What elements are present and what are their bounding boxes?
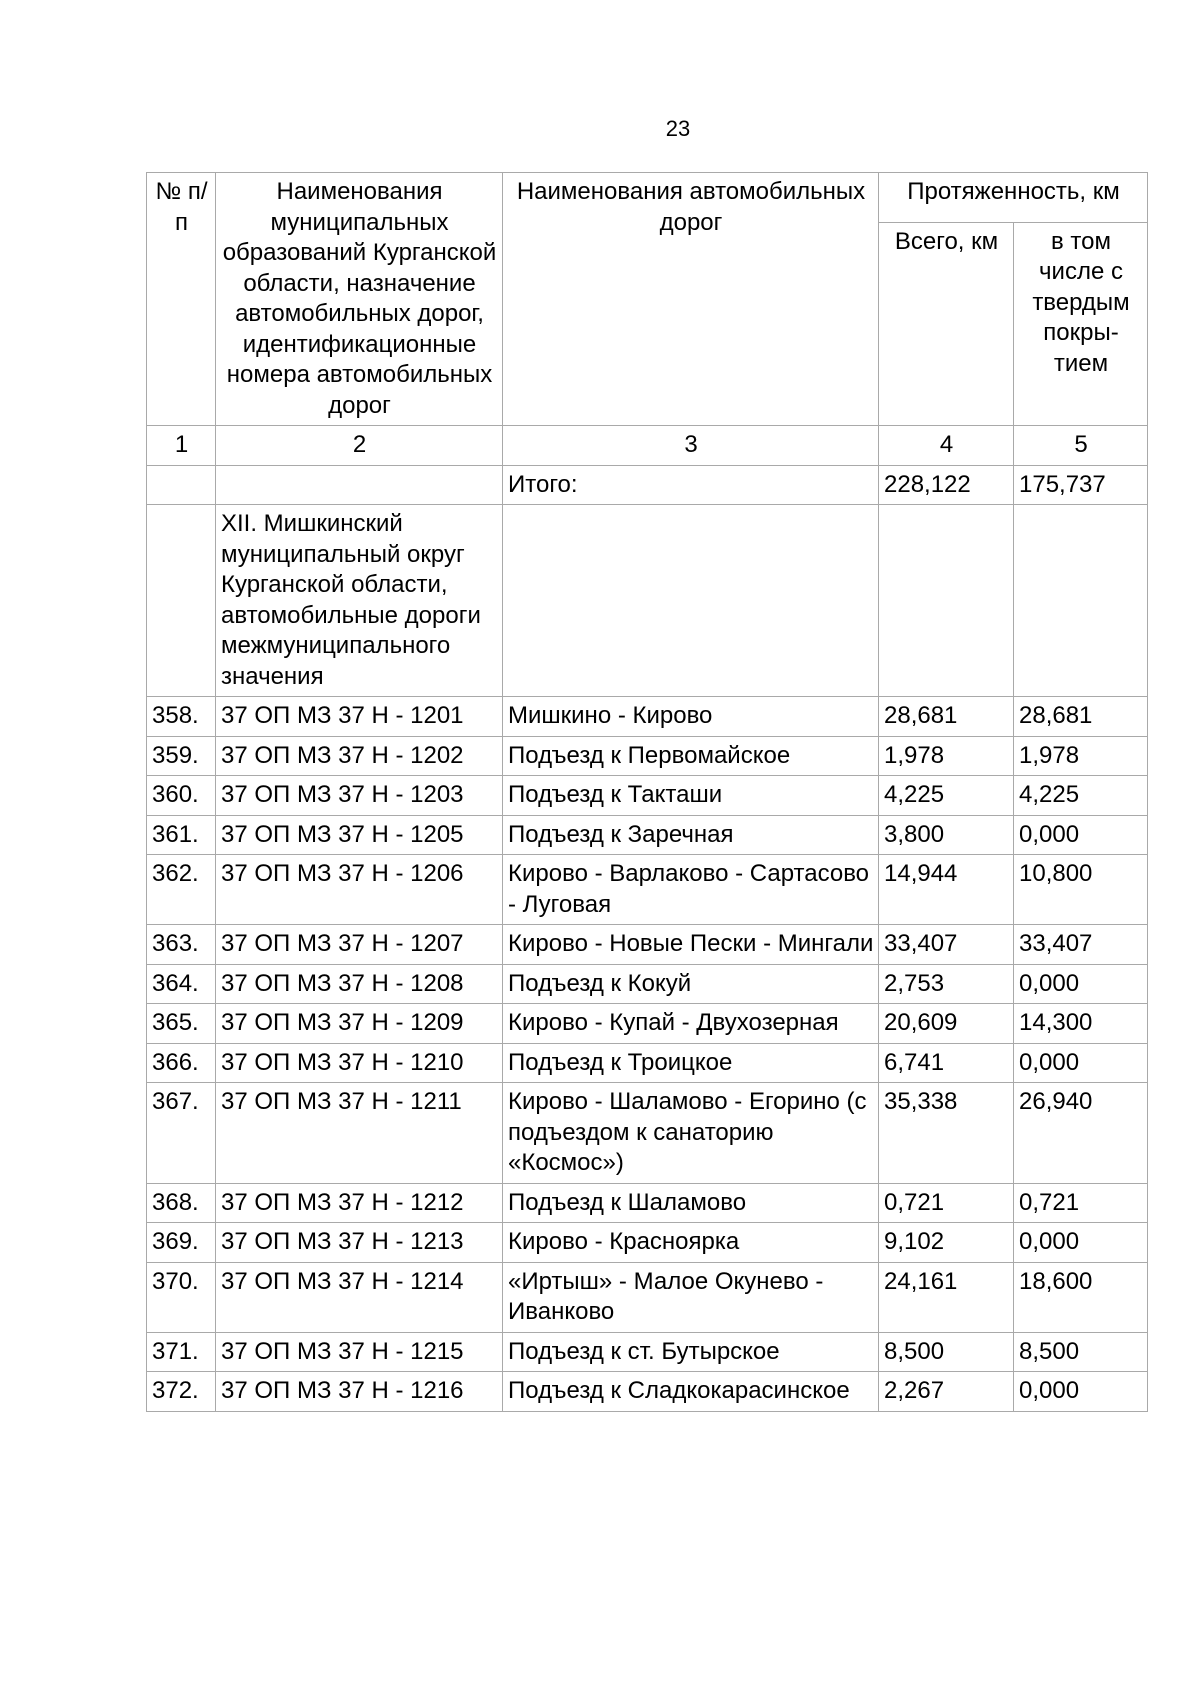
header-row xyxy=(147,173,1148,223)
row-number: 366. xyxy=(147,1043,216,1083)
total-length: 35,338 xyxy=(879,1083,1014,1184)
road-id: 37 ОП МЗ 37 Н - 1213 xyxy=(216,1223,503,1263)
table-row xyxy=(147,776,1148,816)
road-name: Кирово - Варлаково - Сартасово - Луговая xyxy=(503,855,879,925)
table-row xyxy=(147,815,1148,855)
road-id: 37 ОП МЗ 37 Н - 1214 xyxy=(216,1262,503,1332)
road-name: Подъезд к Троицкое xyxy=(503,1043,879,1083)
column-number: 5 xyxy=(1014,426,1148,466)
total-paved-length: 175,737 xyxy=(1014,465,1148,505)
paved-length: 1,978 xyxy=(1014,736,1148,776)
total-length: 14,944 xyxy=(879,855,1014,925)
column-numbers-row xyxy=(147,426,1148,466)
total-length: 20,609 xyxy=(879,1004,1014,1044)
roads-table-body xyxy=(147,173,1148,1412)
section-empty-cell xyxy=(879,505,1014,697)
header-municipality: Наименования муниципальных образований Курганской области, назначение автомобильных дорог, идентификационные номера автомобильных дорог xyxy=(216,173,503,426)
table-row xyxy=(147,1223,1148,1263)
table-row xyxy=(147,1262,1148,1332)
section-empty-cell xyxy=(147,505,216,697)
road-id: 37 ОП МЗ 37 Н - 1212 xyxy=(216,1183,503,1223)
table-row xyxy=(147,1332,1148,1372)
section-empty-cell xyxy=(503,505,879,697)
row-number: 358. xyxy=(147,697,216,737)
section-row xyxy=(147,505,1148,697)
paved-length: 0,721 xyxy=(1014,1183,1148,1223)
road-name: Кирово - Шаламово - Егорино (с подъездом к санаторию «Космос») xyxy=(503,1083,879,1184)
paved-length: 14,300 xyxy=(1014,1004,1148,1044)
road-id: 37 ОП МЗ 37 Н - 1203 xyxy=(216,776,503,816)
paved-length: 0,000 xyxy=(1014,964,1148,1004)
total-empty-cell xyxy=(216,465,503,505)
column-number: 1 xyxy=(147,426,216,466)
row-number: 372. xyxy=(147,1372,216,1412)
road-name: Подъезд к ст. Бутырское xyxy=(503,1332,879,1372)
total-length: 28,681 xyxy=(879,697,1014,737)
paved-length: 8,500 xyxy=(1014,1332,1148,1372)
road-name: Подъезд к Кокуй xyxy=(503,964,879,1004)
road-name: Подъезд к Первомайское xyxy=(503,736,879,776)
paved-length: 28,681 xyxy=(1014,697,1148,737)
road-name: Подъезд к Такташи xyxy=(503,776,879,816)
road-id: 37 ОП МЗ 37 Н - 1210 xyxy=(216,1043,503,1083)
header-length-group: Протяженность, км xyxy=(879,173,1148,223)
table-row xyxy=(147,1372,1148,1412)
table-row xyxy=(147,1083,1148,1184)
row-number: 361. xyxy=(147,815,216,855)
paved-length: 0,000 xyxy=(1014,1223,1148,1263)
total-length: 33,407 xyxy=(879,925,1014,965)
column-number: 4 xyxy=(879,426,1014,466)
road-name: Кирово - Новые Пески - Мингали xyxy=(503,925,879,965)
road-id: 37 ОП МЗ 37 Н - 1202 xyxy=(216,736,503,776)
row-number: 364. xyxy=(147,964,216,1004)
road-id: 37 ОП МЗ 37 Н - 1201 xyxy=(216,697,503,737)
total-length: 24,161 xyxy=(879,1262,1014,1332)
total-length: 6,741 xyxy=(879,1043,1014,1083)
total-length: 8,500 xyxy=(879,1332,1014,1372)
header-paved-length: в том числе с твердым покры-тием xyxy=(1014,222,1148,425)
road-id: 37 ОП МЗ 37 Н - 1215 xyxy=(216,1332,503,1372)
road-id: 37 ОП МЗ 37 Н - 1208 xyxy=(216,964,503,1004)
paved-length: 10,800 xyxy=(1014,855,1148,925)
paved-length: 18,600 xyxy=(1014,1262,1148,1332)
table-row xyxy=(147,1004,1148,1044)
road-id: 37 ОП МЗ 37 Н - 1209 xyxy=(216,1004,503,1044)
road-name: Кирово - Красноярка xyxy=(503,1223,879,1263)
section-title: XII. Мишкинский муниципальный округ Курганской области, автомобильные дороги межмуниципального значения xyxy=(216,505,503,697)
header-number: № п/п xyxy=(147,173,216,426)
total-length: 2,267 xyxy=(879,1372,1014,1412)
row-number: 362. xyxy=(147,855,216,925)
paved-length: 4,225 xyxy=(1014,776,1148,816)
column-number: 2 xyxy=(216,426,503,466)
road-name: «Иртыш» - Малое Окунево - Иванково xyxy=(503,1262,879,1332)
road-id: 37 ОП МЗ 37 Н - 1211 xyxy=(216,1083,503,1184)
row-number: 359. xyxy=(147,736,216,776)
page-number: 23 xyxy=(665,116,691,141)
header-road-name: Наименования автомобильных дорог xyxy=(503,173,879,426)
total-length: 2,753 xyxy=(879,964,1014,1004)
road-id: 37 ОП МЗ 37 Н - 1206 xyxy=(216,855,503,925)
table-row xyxy=(147,855,1148,925)
table-row xyxy=(147,697,1148,737)
row-number: 368. xyxy=(147,1183,216,1223)
road-name: Мишкино - Кирово xyxy=(503,697,879,737)
total-empty-cell xyxy=(147,465,216,505)
table-row xyxy=(147,964,1148,1004)
road-name: Подъезд к Заречная xyxy=(503,815,879,855)
row-number: 363. xyxy=(147,925,216,965)
paved-length: 0,000 xyxy=(1014,815,1148,855)
total-row xyxy=(147,465,1148,505)
road-name: Кирово - Купай - Двухозерная xyxy=(503,1004,879,1044)
row-number: 360. xyxy=(147,776,216,816)
table-row xyxy=(147,1043,1148,1083)
section-empty-cell xyxy=(1014,505,1148,697)
roads-table xyxy=(146,172,1148,1412)
paved-length: 0,000 xyxy=(1014,1372,1148,1412)
row-number: 371. xyxy=(147,1332,216,1372)
row-number: 367. xyxy=(147,1083,216,1184)
road-id: 37 ОП МЗ 37 Н - 1207 xyxy=(216,925,503,965)
road-id: 37 ОП МЗ 37 Н - 1205 xyxy=(216,815,503,855)
total-length: 0,721 xyxy=(879,1183,1014,1223)
total-label: Итого: xyxy=(503,465,879,505)
paved-length: 26,940 xyxy=(1014,1083,1148,1184)
row-number: 365. xyxy=(147,1004,216,1044)
road-name: Подъезд к Сладкокарасинское xyxy=(503,1372,879,1412)
paved-length: 0,000 xyxy=(1014,1043,1148,1083)
table-row xyxy=(147,925,1148,965)
total-length: 4,225 xyxy=(879,776,1014,816)
row-number: 370. xyxy=(147,1262,216,1332)
road-name: Подъезд к Шаламово xyxy=(503,1183,879,1223)
road-id: 37 ОП МЗ 37 Н - 1216 xyxy=(216,1372,503,1412)
total-length: 1,978 xyxy=(879,736,1014,776)
table-row xyxy=(147,1183,1148,1223)
row-number: 369. xyxy=(147,1223,216,1263)
table-row xyxy=(147,736,1148,776)
total-length: 9,102 xyxy=(879,1223,1014,1263)
total-length: 228,122 xyxy=(879,465,1014,505)
paved-length: 33,407 xyxy=(1014,925,1148,965)
total-length: 3,800 xyxy=(879,815,1014,855)
header-total-length: Всего, км xyxy=(879,222,1014,425)
column-number: 3 xyxy=(503,426,879,466)
